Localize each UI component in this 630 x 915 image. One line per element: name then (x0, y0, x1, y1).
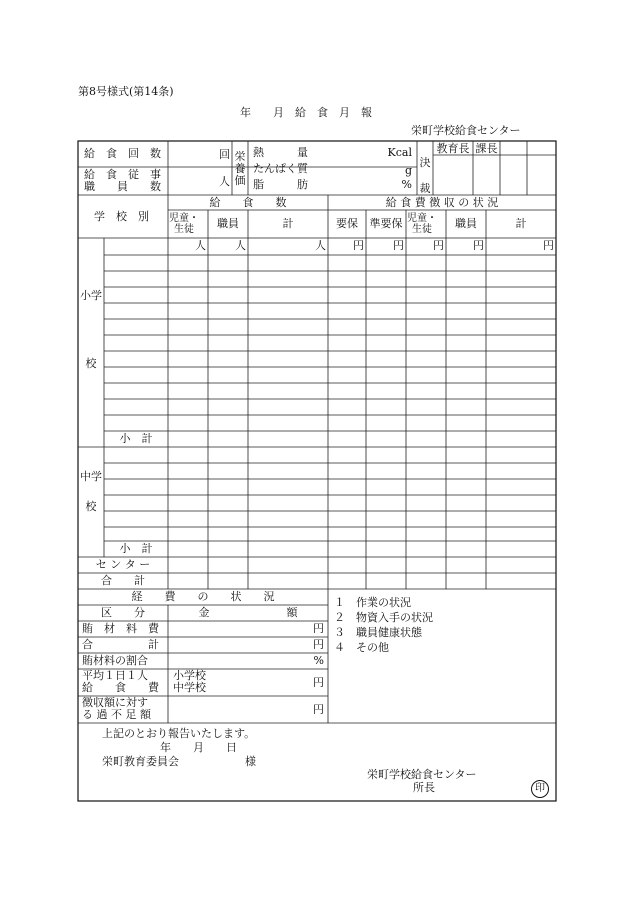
elementary-school-label: 小学校 (80, 289, 102, 370)
report-statement: 上記のとおり報告いたします。 (102, 727, 256, 740)
header-organization: 栄町学校給食センター (411, 124, 521, 137)
note-supplies-status: ２ 物資入手の状況 (334, 611, 433, 624)
approver-superintendent: 教育長 (436, 142, 470, 155)
nutrition-label: 栄養価 (234, 150, 246, 187)
decision-label: 決裁 (419, 156, 431, 195)
junior-high-subtotal-label: 小 計 (119, 542, 153, 555)
col-students-fee: 児童・生徒 (407, 213, 437, 235)
unit-junyoho: 円 (393, 239, 404, 252)
shortfall-label-2: る 過 不 足 額 (82, 708, 151, 721)
heat-label: 熱 量 (253, 146, 308, 159)
expenses-col-amount: 金 額 (198, 606, 298, 619)
form-number: 第8号様式(第14条) (78, 85, 174, 98)
protein-label: たんぱく質 (253, 162, 308, 175)
total-cost-unit: 円 (313, 638, 324, 651)
unit-students-fee: 円 (433, 239, 444, 252)
col-students: 児童・生徒 (169, 213, 199, 235)
grand-total-label: 合 計 (101, 574, 145, 587)
seal-mark: 印 (531, 780, 549, 798)
school-type-header: 学 校 別 (94, 210, 149, 223)
unit-staff-fee: 円 (473, 239, 484, 252)
page-title: 年 月 給 食 月 報 (240, 106, 372, 119)
meal-count-unit: 回 (219, 148, 230, 161)
col-junyoho: 準要保 (369, 217, 403, 230)
elementary-subtotal-label: 小 計 (119, 432, 153, 445)
col-yoho: 要保 (336, 217, 358, 230)
fat-unit: % (401, 178, 412, 191)
approver-section-chief: 課長 (475, 142, 498, 155)
unit-total-fee: 円 (543, 239, 554, 252)
ingredient-ratio-unit: % (313, 654, 324, 667)
unit-students: 人 (195, 239, 206, 252)
center-label: セ ン タ ー (95, 558, 151, 571)
per-meal-junior-high: 中学校 (173, 681, 206, 694)
staff-count-label-1: 給 食 従 事 (84, 168, 161, 181)
unit-staff: 人 (235, 239, 246, 252)
sender-title: 所長 (413, 781, 435, 794)
note-other: ４ その他 (334, 641, 389, 654)
report-addressee: 栄町教育委員会 様 (102, 755, 256, 768)
shortfall-label-1: 徴収額に対す (82, 696, 148, 709)
expenses-col-category: 区 分 (101, 606, 145, 619)
total-cost-label: 合 計 (82, 638, 159, 651)
shortfall-unit: 円 (313, 703, 324, 716)
ingredient-cost-label: 賄 材 料 費 (82, 622, 159, 635)
sender-organization: 栄町学校給食センター (367, 768, 477, 781)
note-work-status: １ 作業の状況 (334, 596, 411, 609)
unit-yoho: 円 (353, 239, 364, 252)
fee-collection-header: 給 食 費 徴 収 の 状 況 (385, 196, 499, 209)
heat-unit: Kcal (387, 146, 412, 159)
per-meal-label-1: 平均１日１人 (82, 669, 148, 682)
per-meal-unit: 円 (313, 676, 324, 689)
col-total: 計 (282, 217, 294, 230)
staff-count-label-2: 職 員 数 (84, 180, 161, 193)
per-meal-label-2: 給 食 費 (82, 681, 159, 694)
note-staff-health: ３ 職員健康状態 (334, 626, 422, 639)
col-staff-fee: 職員 (455, 217, 477, 230)
expenses-title: 経 費 の 状 況 (131, 590, 275, 603)
staff-count-unit: 人 (219, 175, 230, 188)
ingredient-cost-unit: 円 (313, 622, 324, 635)
report-date: 年 月 日 (160, 741, 237, 754)
fat-label: 脂 肪 (253, 178, 308, 191)
col-total-fee: 計 (515, 217, 527, 230)
meal-count-label: 給 食 回 数 (84, 147, 161, 160)
col-staff: 職員 (217, 217, 239, 230)
per-meal-elementary: 小学校 (173, 669, 206, 682)
ingredient-ratio-label: 賄材料の割合 (82, 654, 148, 667)
junior-high-label: 中学校 (80, 470, 102, 513)
meal-count-header: 給 食 数 (209, 196, 287, 209)
protein-unit: g (404, 164, 412, 177)
unit-total: 人 (315, 239, 326, 252)
